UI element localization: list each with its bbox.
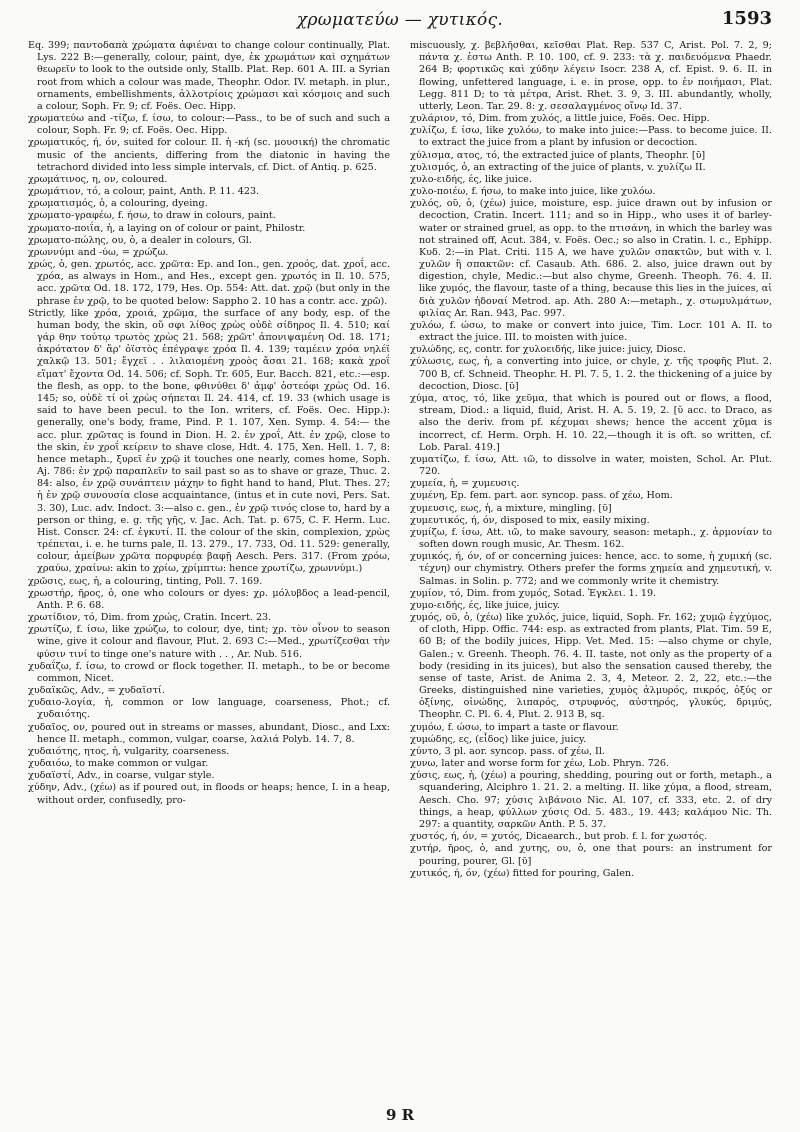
dictionary-entry: χυνω, later and worse form for χέω, Lob. Phryn. 726. — [410, 758, 670, 770]
dictionary-entry: χυμευτικός, ή, όν, disposed to mix, easily mixing. — [410, 514, 650, 526]
page-number: 1593 — [721, 8, 772, 29]
dictionary-entry: χυματίζω, f. ίσω, Att. ιῶ, to dissolve in water, moisten, Schol. Ar. Plut. 720. — [410, 453, 772, 478]
dictionary-entry: χυλός, οῦ, ὁ, (χέω) juice, moisture, esp. juice drawn out by infusion or decoction, Cratin. Incert. 111; and so in Hipp., who uses it of barley-water or strained gruel, as opp. to the πτισάνη, in which the barley was not strained off, Acut. 384, v. Foës. Oec.; so also in Cratin. l. c., Ephipp. Κυδ. 2:—in Plat. Criti. 115 A, we have χυλῶν σπακτῶν, but with v. l. χυλῶν ἢ σπακτῶν: cf. Casaub. Ath. 686. 2. also, juice drawn out by digestion, chyle, Medic.:—but also chyme, Greenh. Theoph. 76. 4. II. like χυμός, the flavour, taste of a thing, because this lies in the juices, αἱ διὰ χυλῶν ἡδοναί Metrod. ap. Ath. 280 A:—metaph., χ. στωμυλμάτων, φιλίας Ar. Ran. 943, Pac. 997. — [410, 198, 772, 319]
dictionary-entry: χυλώδης, ες, contr. for χυλοειδής, like juice: juicy, Diosc. — [410, 344, 686, 356]
dictionary-entry: χρωμάτιον, τό, a colour, paint, Anth. P. 11. 423. — [28, 186, 260, 198]
dictionary-entry: χρῶσις, εως, ἡ, a colouring, tinting, Poll. 7. 169. — [28, 575, 263, 587]
dictionary-entry: χυδαΐζω, f. ίσω, to crowd or flock together. II. metaph., to be or become common, Nicet. — [28, 660, 390, 684]
dictionary-entry: miscuously, χ. βεβλῆσθαι, κεῖσθαι Plat. Rep. 537 C, Arist. Pol. 7. 2, 9; πάντα χ. ἐστω Anth. P. 10. 100, cf. 9. 233: τὰ χ. παιδευόμενα Phaedr. 264 B; φορτικῶς καὶ χύδην λέγειν Isocr. 238 A, cf. Epist. 9. 6. II. in flowing, unfettered language, i. e. in prose, opp. to ἐν ποιήμασι, Plat. Legg. 811 D; to τὰ μέτρα, Arist. Rhet. 3. 9, 3. III. abundantly, wholly, utterly, Leon. Tar. 29. 8: χ. σεσαλαγμένος οἴνῳ Id. 37. — [410, 40, 772, 112]
dictionary-entry: χρωματο-πώλης, ου, ὁ, a dealer in colours, Gl. — [28, 234, 252, 246]
running-head: χρωματεύω — χυτικός. — [296, 10, 504, 30]
dictionary-entry: χρωματεύω and -τίζω, f. ίσω, to colour:—Pass., to be of such and such a colour, Soph. Fr. 9; cf. Foës. Oec. Hipp. — [28, 113, 390, 137]
right-column — [410, 40, 772, 880]
dictionary-entry: χρωμάτινος, η, ον, coloured. — [28, 173, 168, 185]
dictionary-entry: χυδαϊκῶς, Adv., = χυδαϊστί. — [28, 685, 165, 697]
dictionary-entry: χυμός, οῦ, ὁ, (χέω) like χυλός, juice, liquid, Soph. Fr. 162; χυμῷ ἐγχύμος, of cloth, Hipp. Offic. 744: esp. as extracted from plants, Plat. Tim. 59 E, 60 B; of the bodily juices, Hipp. Vet. Med. 15: —also chyme or chyle, Galen.; v. Greenh. Theoph. 76. 4. II. taste, not only as the property of a body (residing in its juices), but also the sensation caused thereby, the sense of taste, Arist. de Anima 2. 3, 4, Meteor. 2. 2, 22, etc.:—the Greeks, distinguished nine varieties, χυμὸς ἁλμυρός, πικρός, ὀξύς or ὀξίνης, οἰνώδης, λιπαρός, στρυφνός, αὐστηρός, γλυκύς, δριμύς, Theophr. C. Pl. 6. 4, Plut. 2. 913 B, sq. — [410, 612, 772, 721]
dictionary-entry: χύσις, εως, ἡ, (χέω) a pouring, shedding, pouring out or forth, metaph., a squandering, Alciphro 1. 21. 2. a melting. II. like χύμα, a flood, stream, Aesch. Cho. 97; χύσις λιβάνοιο Nic. Al. 107, cf. 333, etc. 2. of dry things, a heap, φύλλων χύσις Od. 5. 483., 19. 443; καλάμου Nic. Th. 297: a quantity, σαρκῶν Anth. P. 5. 37. — [410, 770, 772, 830]
dictionary-entry: χρωματο-ποιΐα, ἡ, a laying on of colour or paint, Philostr. — [28, 222, 306, 234]
dictionary-entry: χυτήρ, ῆρος, ὁ, and χυτης, ου, ὁ, one that pours: an instrument for pouring, pourer, Gl. [ῡ] — [410, 843, 772, 867]
dictionary-entry: χρώς, ὁ, gen. χρωτός, acc. χρῶτα: Ep. and Ion., gen. χροός, dat. χροΐ, acc. χρόα, as always in Hom., and Hes., except gen. χρωτός in Il. 10. 575, acc. χρῶτα Od. 18. 172, 179, Hes. Op. 554: Att. dat. χρῷ (but only in the phrase ἐν χρῷ, to be quoted below: Sappho 2. 10 has a contr. acc. χρῶ). — [28, 259, 390, 307]
dictionary-entry: χύδην, Adv., (χέω) as if poured out, in floods or heaps; hence, I. in a heap, without order, confusedly, pro- — [28, 782, 390, 806]
dictionary-entry: χυτικός, ή, όν, (χέω) fitted for pouring, Galen. — [410, 867, 635, 879]
dictionary-entry: χυδαιόω, to make common or vulgar. — [28, 758, 209, 770]
dictionary-entry: χυμευσις, εως, ἡ, a mixture, mingling. [ῡ] — [410, 502, 612, 514]
page-header — [28, 6, 772, 36]
dictionary-entry: χυλο-ποιέω, f. ήσω, to make into juice, like χυλόω. — [410, 186, 656, 198]
dictionary-entry: χύλισμα, ατος, τό, the extracted juice of plants, Theophr. [ῡ] — [410, 149, 706, 161]
dictionary-entry: χυλόω, f. ώσω, to make or convert into juice, Tim. Locr. 101 A. II. to extract the juice. III. to moisten with juice. — [410, 319, 772, 344]
dictionary-entry: χυμόω, f. ώσω, to impart a taste or flavour. — [410, 721, 619, 733]
dictionary-entry: χυμο-ειδής, ές, like juice, juicy. — [410, 599, 560, 611]
dictionary-entry: χυμεία, ἡ, = χυμευσις. — [410, 478, 520, 490]
dictionary-entry: χρωννύμι and -ύω, = χρώζω. — [28, 246, 169, 258]
dictionary-entry: Eq. 399; παντοδαπὰ χρώματα ἀφιέναι to change colour continually, Plat. Lys. 222 B:—generally, colour, paint, dye, ἐκ χρωμάτων καὶ σχημάτων θεωρεῖν to look to the outside only, Stallb. Plat. Rep. 601 A. III. a Syrian root from which a colour was made, Theophr. Odor. IV. metaph. in plur., ornaments, embellishments, ἀλλοτρίοις χρώμασι καὶ κόσμοις and such a colour, Soph. Fr. 9; cf. Foës. Oec. Hipp. — [28, 40, 390, 112]
left-column — [28, 40, 390, 807]
dictionary-entry: χρωματισμός, ὁ, a colouring, dyeing. — [28, 198, 208, 210]
dictionary-entry: χυμίζω, f. ίσω, Att. ιῶ, to make savoury, season: metaph., χ. ἁρμονίαν to soften down rough music, Ar. Thesm. 162. — [410, 526, 772, 551]
dictionary-entry: χυμώδης, ες, (εἶδος) like juice, juicy. — [410, 733, 587, 745]
dictionary-entry: χρωτίδιον, τό, Dim. from χρώς, Cratin. Incert. 23. — [28, 612, 272, 624]
dictionary-entry: χυμικός, ή, όν, of or concerning juices: hence, acc. to some, ἡ χυμική (sc. τέχνη) our chymistry. Others prefer the forms χημεία and χημευτική, v. Salmas. in Solin. p. 772; and we commonly write it chemistry. — [410, 551, 772, 587]
dictionary-entry: χύλωσις, εως, ἡ, a converting into juice, or chyle, χ. τῆς τροφῆς Plut. 2. 700 B, cf. Schneid. Theophr. H. Pl. 7. 5, 1. 2. the thickening of a juice by decoction, Diosc. [ῡ] — [410, 356, 772, 392]
dictionary-entry: χύντο, 3 pl. aor. syncop. pass. of χέω, Il. — [410, 745, 605, 757]
dictionary-entry: χυλισμός, ὁ, an extracting of the juice of plants, v. χυλίζω II. — [410, 161, 706, 173]
dictionary-entry: χυδαϊστί, Adv., in coarse, vulgar style. — [28, 770, 215, 782]
dictionary-entry: χυλίζω, f. ίσω, like χυλόω, to make into juice:—Pass. to become juice. II. to extract the juice from a plant by infusion or decoction. — [410, 125, 772, 149]
dictionary-entry: χυδαῖος, ον, poured out in streams or masses, abundant, Diosc., and Lxx: hence II. metaph., common, vulgar, coarse, λαλιά Polyb. 14. 7, 8. — [28, 721, 390, 745]
dictionary-entry: χρωτίζω, f. ίσω, like χρώζω, to colour, dye, tint; χρ. τὸν οἶνον to season wine, give it colour and flavour, Plut. 2. 693 C:—Med., χρωτίζεσθαι τὴν φύσιν τινί to tinge one's nature with . . , Ar. Nub. 516. — [28, 624, 390, 660]
dictionary-entry: χρωματικός, ή, όν, suited for colour. II. ἡ -κή (sc. μουσική) the chromatic music of the ancients, differing from the diatonic in having the tetrachord divided into less simple intervals, cf. Dict. of Antiq. p. 625. — [28, 137, 390, 173]
dictionary-entry: Strictly, like χρόα, χροιά, χρῶμα, the surface of any body, esp. of the human body, the skin, οὔ σφι λίθος χρὼς οὐδὲ σίδηρος Il. 4. 510; καί γάρ θην τούτῳ τρωτὸς χρὼς 21. 568; χρῶτ' ἀπονιψαμένη Od. 18. 171; ἀκρότατον δ' ἄρ' ὀϊστὸς ἐπέγραψε χρόα Il. 4. 139; ταμέειν χρόα νηλέϊ χαλκῷ 13. 501; ἔγχεϊ . . λιλαιομένη χροὸς ἄσαι 21. 168; κακὰ χροΐ εἵματ' ἔχοντα Od. 14. 506; cf. Soph. Tr. 605, Eur. Bacch. 821, etc.:—esp. the flesh, as opp. to the bone, φθινύθει δ' ἀμφ' ὀστεόφι χρὼς Od. 16. 145; so, οὐδὲ τί οἱ χρὼς σήπεται Il. 24. 414, cf. 19. 33 (which usage is said to have been pecul. to the Ion. writers, cf. Foës. Oec. Hipp.): generally, one's body, frame, Pind. P. 1. 107, Xen. Symp. 4. 54:— the acc. plur. χρῶτας is found in Dion. H. 2. ἐν χροΐ, Att. ἐν χρῷ, close to the skin, ἐν χροΐ κείρειν to shave close, Hdt. 4. 175, Xen. Hell. 1. 7, 8: hence metaph., ξυρεῖ ἐν χρῷ it touches one nearly, comes home, Soph. Aj. 786: ἐν χρῷ παραπλεῖν to sail past so as to shave or graze, Thuc. 2. 84: also, ἐν χρῷ συνάπτειν μάχην to fight hand to hand, Plut. Thes. 27; ἡ ἐν χρῷ συνουσία close acquaintance, (intus et in cute novi, Pers. Sat. 3. 30), Luc. adv. Indoct. 3:—also c. gen., ἐν χρῷ τινός close to, hard by a person or thing, e. g. τῆς γῆς, v. Jac. Ach. Tat. p. 675, C. F. Herm. Luc. Hist. Conscr. 24: cf. ἐγκυτί. II. the colour of the skin, complexion, χρὼς τρέπεται, i. e. he turns pale, Il. 13. 279., 17. 733, Od. 11. 529: generally, colour, ἀμείβων χρῶτα πορφυρέᾳ βαφῇ Aesch. Pers. 317. (From χρόω, χραύω, χραίνω: akin to χρίω, χρίμπτω: hence χρωτίζω, χρωννύμι.) — [28, 307, 390, 575]
dictionary-entry: χυμένη, Ep. fem. part. aor. syncop. pass. of χέω, Hom. — [410, 490, 673, 502]
dictionary-entry: χυδαιότης, ητος, ἡ, vulgarity, coarseness. — [28, 745, 230, 757]
dictionary-entry: χυστός, ή, όν, = χυτός, Dicaearch., but prob. f. l. for χωστός. — [410, 831, 708, 843]
dictionary-entry: χυλάριον, τό, Dim. from χυλός, a little juice, Foës. Oec. Hipp. — [410, 113, 710, 125]
dictionary-entry: χυμίον, τό, Dim. from χυμός, Sotad. Ἐγκλει. 1. 19. — [410, 587, 657, 599]
signature-mark: 9 R — [385, 1106, 415, 1124]
dictionary-entry: χρωματο-γραφέω, f. ήσω, to draw in colours, paint. — [28, 210, 276, 222]
dictionary-entry: χύμα, ατος, τό, like χεῦμα, that which is poured out or flows, a flood, stream, Diod.: a liquid, fluid, Arist. H. A. 5. 19, 2. [ῠ acc. to Draco, as also the deriv. from pf. κέχυμαι shews; hence the accent χῦμα is incorrect, cf. Herm. Orph. H. 10. 22,—though it is oft. so written, cf. Lob. Paral. 419.] — [410, 392, 772, 453]
dictionary-entry: χυλο-ειδής, ές, like juice. — [410, 173, 532, 185]
dictionary-entry: χρωστήρ, ῆρος, ὁ, one who colours or dyes: χρ. μόλυβδος a lead-pencil, Anth. P. 6. 68. — [28, 587, 390, 611]
dictionary-entry: χυδαιο-λογία, ἡ, common or low language, coarseness, Phot.; cf. χυδαιότης. — [28, 697, 390, 721]
